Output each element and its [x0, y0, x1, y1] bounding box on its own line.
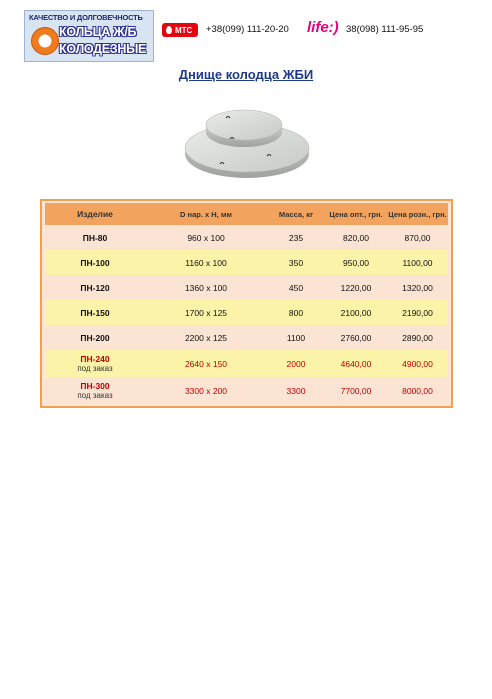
cell-mass: 450	[288, 282, 304, 293]
cell-mass: 3300	[286, 385, 306, 396]
cell-wholesale: 2760,00	[340, 332, 372, 343]
cell-retail: 4900,00	[402, 358, 433, 369]
cell-product: ПН-200	[80, 332, 110, 343]
cell-product-name: ПН-300	[80, 380, 110, 391]
cell-wholesale: 820,00	[343, 232, 369, 243]
mts-egg-icon	[166, 26, 172, 34]
cell-mass: 2000	[286, 358, 306, 369]
phone-mts[interactable]: +38(099) 111-20-20	[206, 24, 289, 35]
phone-life[interactable]: 38(098) 111-95-95	[346, 24, 424, 35]
mts-label: МТС	[175, 25, 193, 35]
cell-wholesale: 7700,00	[340, 385, 372, 396]
cell-wholesale: 950,00	[343, 257, 369, 268]
cell-product: ПН-100	[80, 257, 110, 268]
cell-size: 3300 х 200	[184, 385, 228, 396]
page-title: Днище колодца ЖБИ	[178, 67, 314, 82]
cell-mass: 800	[288, 307, 304, 318]
table-row	[45, 350, 448, 377]
life-logo: life:)	[307, 19, 339, 36]
cell-product: ПН-150	[80, 307, 110, 318]
cell-wholesale: 4640,00	[340, 358, 372, 369]
logo-line1: КОЛЬЦА Ж/Б	[59, 25, 137, 39]
cell-mass: 350	[288, 257, 304, 268]
col-header-mass: Масса, кг	[278, 209, 314, 219]
cell-size: 1360 х 100	[184, 282, 228, 293]
cell-product	[45, 354, 145, 374]
col-header-retail: Цена розн., грн.	[388, 209, 447, 219]
cell-retail: 1100,00	[402, 257, 433, 268]
cell-size: 2200 х 125	[184, 332, 228, 343]
cell-mass: 235	[288, 232, 304, 243]
cell-product-note: под заказ	[77, 363, 113, 373]
cell-mass: 1100	[286, 332, 306, 343]
cell-wholesale: 1220,00	[340, 282, 372, 293]
table-row	[45, 377, 448, 404]
cell-retail: 8000,00	[402, 385, 433, 396]
cell-retail: 1320,00	[402, 282, 433, 293]
company-logo	[24, 10, 154, 62]
col-header-size: D нар. х Н, мм	[180, 209, 232, 219]
col-header-wholesale: Цена опт., грн.	[329, 209, 383, 219]
concrete-ring-icon	[31, 27, 59, 55]
cell-product-name: ПН-240	[80, 353, 110, 364]
cell-product: ПН-80	[82, 232, 108, 243]
logo-line2: КОЛОДЕЗНЫЕ	[59, 42, 147, 56]
concrete-disc-stack-icon	[182, 96, 312, 182]
mts-logo	[162, 23, 198, 37]
table-row	[45, 325, 448, 350]
table-row	[45, 275, 448, 300]
cell-product-note: под заказ	[77, 390, 113, 400]
cell-wholesale: 2100,00	[340, 307, 372, 318]
table-header	[45, 203, 448, 225]
cell-retail: 870,00	[404, 232, 431, 243]
price-table	[40, 199, 453, 408]
table-row	[45, 225, 448, 250]
cell-size: 2640 х 150	[184, 358, 228, 369]
cell-retail: 2890,00	[402, 332, 433, 343]
logo-tagline: КАЧЕСТВО И ДОЛГОВЕЧНОСТЬ	[29, 13, 143, 22]
cell-product: ПН-120	[80, 282, 110, 293]
cell-size: 1160 х 100	[185, 257, 227, 268]
cell-product	[45, 381, 145, 401]
table-row	[45, 300, 448, 325]
cell-size: 1700 х 125	[184, 307, 228, 318]
cell-retail: 2190,00	[402, 307, 433, 318]
table-row	[45, 250, 448, 275]
cell-size: 960 х 100	[187, 232, 225, 243]
col-header-product: Изделие	[77, 209, 113, 219]
